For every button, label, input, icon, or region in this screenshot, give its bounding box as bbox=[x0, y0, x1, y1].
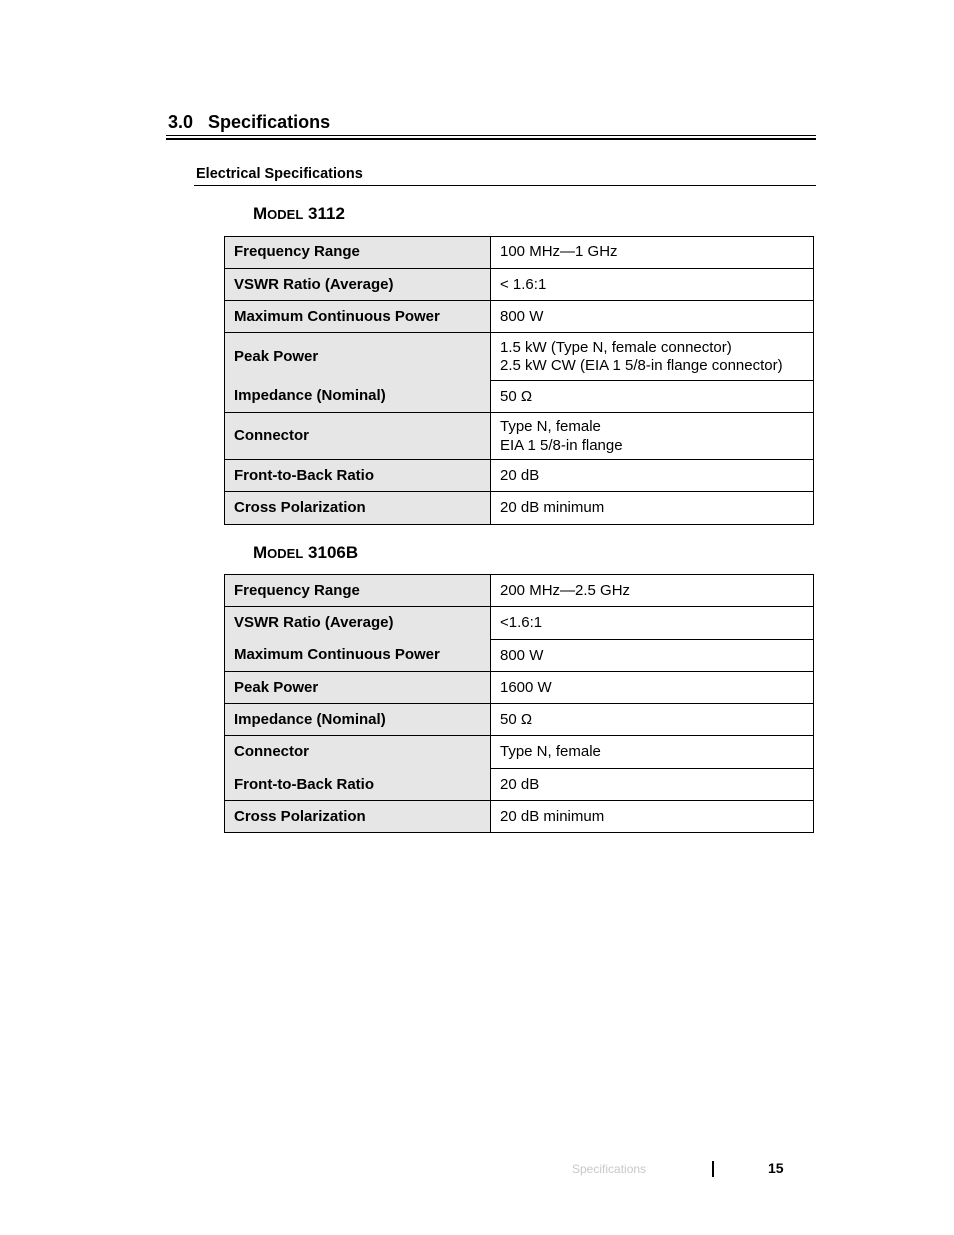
model-3106b-heading: MODEL 3106B bbox=[253, 543, 359, 562]
cross-polarization-value: 20 dB minimum bbox=[500, 808, 605, 825]
footer-section-name: Specifications bbox=[572, 1162, 647, 1176]
vswr-value: < 1.6:1 bbox=[500, 276, 547, 293]
peak-power-label: Peak Power bbox=[234, 679, 319, 696]
section-heading bbox=[168, 112, 330, 133]
front-to-back-label: Front-to-Back Ratio bbox=[234, 467, 374, 484]
page-number: 15 bbox=[768, 1160, 784, 1176]
peak-power-label: Peak Power bbox=[234, 348, 319, 365]
frequency-range-label: Frequency Range bbox=[234, 243, 360, 260]
vswr-value: <1.6:1 bbox=[500, 614, 543, 631]
section-rule-thin bbox=[166, 135, 816, 136]
row-divider bbox=[225, 671, 813, 672]
section-title: Specifications bbox=[208, 112, 331, 132]
connector-label: Connector bbox=[234, 427, 309, 444]
spec-table-3106b bbox=[224, 574, 814, 833]
row-divider bbox=[490, 639, 813, 640]
connector-label: Connector bbox=[234, 743, 309, 760]
row-divider bbox=[225, 800, 813, 801]
peak-power-value-line2: 2.5 kW CW (EIA 1 5/8-in flange connector) bbox=[500, 357, 783, 374]
section-number: 3.0 bbox=[168, 112, 194, 132]
cross-polarization-label: Cross Polarization bbox=[234, 808, 366, 825]
row-divider bbox=[225, 332, 813, 333]
connector-value-line2: EIA 1 5/8-in flange bbox=[500, 437, 623, 454]
vswr-label: VSWR Ratio (Average) bbox=[234, 276, 394, 293]
front-to-back-value: 20 dB bbox=[500, 776, 540, 793]
section-rule-thick bbox=[166, 138, 816, 140]
footer-separator bbox=[712, 1161, 714, 1177]
row-divider bbox=[490, 380, 813, 381]
max-power-label: Maximum Continuous Power bbox=[234, 646, 440, 663]
row-divider bbox=[225, 300, 813, 301]
row-divider bbox=[225, 459, 813, 460]
frequency-range-value: 200 MHz—2.5 GHz bbox=[500, 582, 631, 599]
row-divider bbox=[225, 606, 813, 607]
subsection-heading: Electrical Specifications bbox=[196, 166, 363, 182]
impedance-label: Impedance (Nominal) bbox=[234, 711, 386, 728]
vswr-label: VSWR Ratio (Average) bbox=[234, 614, 394, 631]
cross-polarization-value: 20 dB minimum bbox=[500, 499, 605, 516]
impedance-label: Impedance (Nominal) bbox=[234, 387, 386, 404]
row-divider bbox=[225, 412, 813, 413]
spec-table-3112 bbox=[224, 236, 814, 525]
impedance-value: 50 Ω bbox=[500, 388, 533, 405]
row-divider bbox=[225, 491, 813, 492]
max-power-value: 800 W bbox=[500, 647, 544, 664]
max-power-label: Maximum Continuous Power bbox=[234, 308, 440, 325]
connector-value: Type N, female bbox=[500, 743, 601, 760]
peak-power-value: 1600 W bbox=[500, 679, 552, 696]
row-divider bbox=[490, 768, 813, 769]
row-divider bbox=[225, 703, 813, 704]
subsection-rule bbox=[194, 185, 816, 186]
cross-polarization-label: Cross Polarization bbox=[234, 499, 366, 516]
frequency-range-value: 100 MHz—1 GHz bbox=[500, 243, 618, 260]
front-to-back-value: 20 dB bbox=[500, 467, 540, 484]
row-divider bbox=[225, 735, 813, 736]
impedance-value: 50 Ω bbox=[500, 711, 533, 728]
front-to-back-label: Front-to-Back Ratio bbox=[234, 776, 374, 793]
row-divider bbox=[225, 268, 813, 269]
connector-value-line1: Type N, female bbox=[500, 418, 601, 435]
frequency-range-label: Frequency Range bbox=[234, 582, 360, 599]
peak-power-value-line1: 1.5 kW (Type N, female connector) bbox=[500, 339, 732, 356]
model-3112-heading: MODEL 3112 bbox=[253, 204, 345, 223]
max-power-value: 800 W bbox=[500, 308, 544, 325]
